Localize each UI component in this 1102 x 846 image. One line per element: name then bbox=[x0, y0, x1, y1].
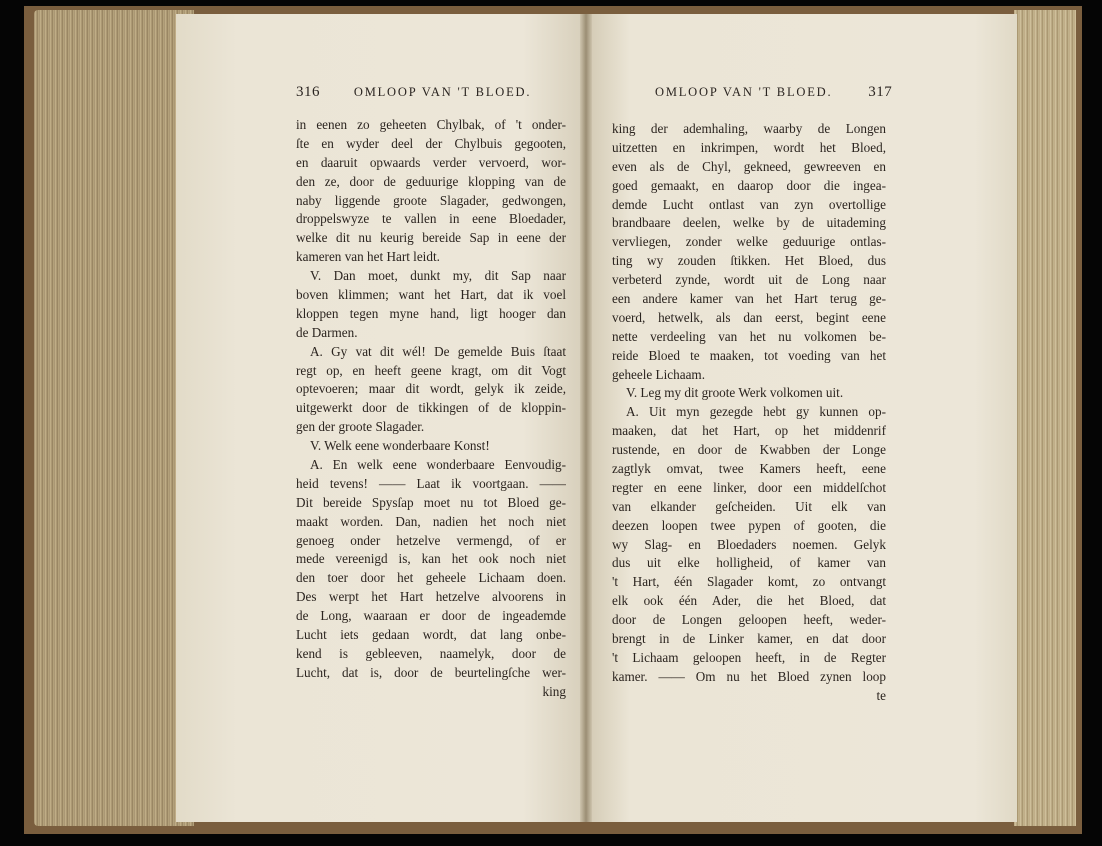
text-line: rustende, en door de Kwabben der Longe bbox=[612, 442, 886, 458]
text-line: in eenen zo geheeten Chylbak, of 't onder- bbox=[296, 117, 566, 132]
text-line: maakt worden. Dan, nadien het noch niet bbox=[296, 513, 566, 529]
text-line: V. Welk eene wonderbaare Konst! bbox=[310, 438, 490, 454]
text-line: A. En welk eene wonderbaare Eenvoudig- bbox=[310, 457, 566, 473]
text-line: geheele Lichaam. bbox=[612, 366, 705, 382]
text-line: king der ademhaling, waarby de Longen bbox=[612, 121, 886, 136]
text-line: nette verdeeling van het nu volkomen be- bbox=[612, 328, 886, 344]
text-line: uitgewerkt door de tikkingen of de kloppin- bbox=[296, 400, 566, 416]
text-line: 't Hart, één Slagader komt, zo ontvangt bbox=[612, 574, 886, 590]
text-line: uitzetten en inkrimpen, wordt het Bloed, bbox=[612, 139, 886, 155]
text-line: regter en eene linker, door een middelſchot bbox=[612, 479, 886, 495]
text-line: Des werpt het Hart hetzelve alvoorens in bbox=[296, 589, 566, 605]
text-line: kameren van het Hart leidt. bbox=[296, 249, 440, 265]
text-line: verbeterd zynde, wordt uit de Long naar bbox=[612, 272, 886, 288]
text-line: wy Slag- en Bloedaders noemen. Gelyk bbox=[612, 536, 886, 552]
text-line: goed gemaakt, en daarop door die ingea- bbox=[612, 177, 886, 193]
text-line: voerd, hetwelk, als dan eerst, begint eene bbox=[612, 309, 886, 325]
text-line: kend is gebleeven, naamelyk, door de bbox=[296, 645, 566, 661]
text-line: V. Leg my dit groote Werk volkomen uit. bbox=[626, 385, 844, 401]
page-number: 316 bbox=[296, 84, 320, 100]
text-line: den ze, door de geduurige klopping van de bbox=[296, 173, 566, 189]
text-line: een andere kamer van het Hart terug ge- bbox=[612, 291, 886, 307]
text-line: de Long, waaraan er door de ingeademde bbox=[296, 608, 566, 624]
text-line: brengt in de Linker kamer, en dat door bbox=[612, 631, 886, 647]
catchword: te bbox=[876, 687, 886, 703]
text-line: brandbaare deelen, welke by de uitademing bbox=[612, 215, 886, 231]
text-line: 't Lichaam geloopen heeft, in de Regter bbox=[612, 649, 886, 665]
running-head: OMLOOP VAN 'T BLOED. bbox=[655, 85, 833, 99]
text-line: mede vereenigd is, kan het ook noch niet bbox=[296, 551, 566, 567]
right-page-header bbox=[655, 84, 892, 101]
text-line: Dit bereide Spysſap moet nu tot Bloed ge- bbox=[296, 494, 566, 510]
left-page-body bbox=[296, 116, 566, 702]
right-page-edges bbox=[1014, 10, 1076, 826]
text-line: demde Lucht ontlast van zyn overtollige bbox=[612, 196, 886, 212]
text-line: genoeg onder hetzelve vermengd, of er bbox=[296, 532, 566, 548]
text-line: reide Bloed te maaken, tot voeding van het bbox=[612, 347, 886, 363]
text-line: kamer. —— Om nu het Bloed zynen loop bbox=[612, 668, 886, 684]
text-line: regt op, en heeft geene kragt, om dit Vogt bbox=[296, 362, 566, 378]
book-gutter bbox=[580, 14, 592, 822]
text-line: elk ook één Ader, die het Bloed, dat bbox=[612, 593, 886, 609]
text-line: boven klimmen; want het Hart, dat ik voel bbox=[296, 287, 566, 303]
text-line: de Darmen. bbox=[296, 324, 358, 340]
text-line: deezen loopen twee pypen of gooten, die bbox=[612, 517, 886, 533]
text-line: Lucht iets gedaan wordt, dat lang onbe- bbox=[296, 627, 566, 643]
text-line: dus uit elke holligheid, of kamer van bbox=[612, 555, 886, 571]
text-line: vervliegen, zonder welke geduurige ontlas- bbox=[612, 234, 886, 250]
left-page-header bbox=[296, 84, 531, 101]
text-line: A. Uit myn gezegde hebt gy kunnen op- bbox=[626, 404, 886, 420]
text-line: Lucht, dat is, door de beurtelingſche wer- bbox=[296, 664, 566, 680]
text-line: heid tevens! —— Laat ik voortgaan. —— bbox=[296, 475, 566, 491]
text-line: naby liggende groote Slagader, gedwongen, bbox=[296, 192, 566, 208]
text-line: van elkander geſcheiden. Uit elk van bbox=[612, 498, 886, 514]
text-line: gen der groote Slagader. bbox=[296, 419, 425, 435]
text-line: kloppen tegen myne hand, ligt hooger dan bbox=[296, 305, 566, 321]
catchword: king bbox=[542, 683, 566, 699]
text-line: welke dit nu keurig bereide Sap in eene der bbox=[296, 230, 566, 246]
left-page-edges bbox=[34, 10, 194, 826]
text-line: droppelswyze te vallen in eene Bloedader, bbox=[296, 211, 566, 227]
text-line: door de Longen geloopen heeft, weder- bbox=[612, 612, 886, 628]
right-page-body bbox=[612, 120, 886, 706]
text-line: zagtlyk omvat, twee Kamers heeft, eene bbox=[612, 461, 886, 477]
running-head: OMLOOP VAN 'T BLOED. bbox=[353, 85, 532, 99]
text-line: ting wy zouden ſtikken. Het Bloed, dus bbox=[612, 253, 886, 269]
text-line: even als de Chyl, gekneed, gewreeven en bbox=[612, 158, 886, 174]
page-number: 317 bbox=[868, 84, 893, 100]
text-line: den toer door het geheele Lichaam doen. bbox=[296, 570, 566, 586]
text-line: optevoeren; maar dit wordt, gelyk ik zeide, bbox=[296, 381, 566, 397]
text-line: A. Gy vat dit wél! De gemelde Buis ſtaat bbox=[310, 343, 566, 359]
text-line: ſte en wyder deel der Chylbuis gegooten, bbox=[296, 135, 566, 151]
text-line: maaken, dat het Hart, op het middenrif bbox=[612, 423, 886, 439]
text-line: V. Dan moet, dunkt my, dit Sap naar bbox=[310, 268, 566, 284]
text-line: en daaruit opwaards verder vervoerd, wor- bbox=[296, 154, 566, 170]
